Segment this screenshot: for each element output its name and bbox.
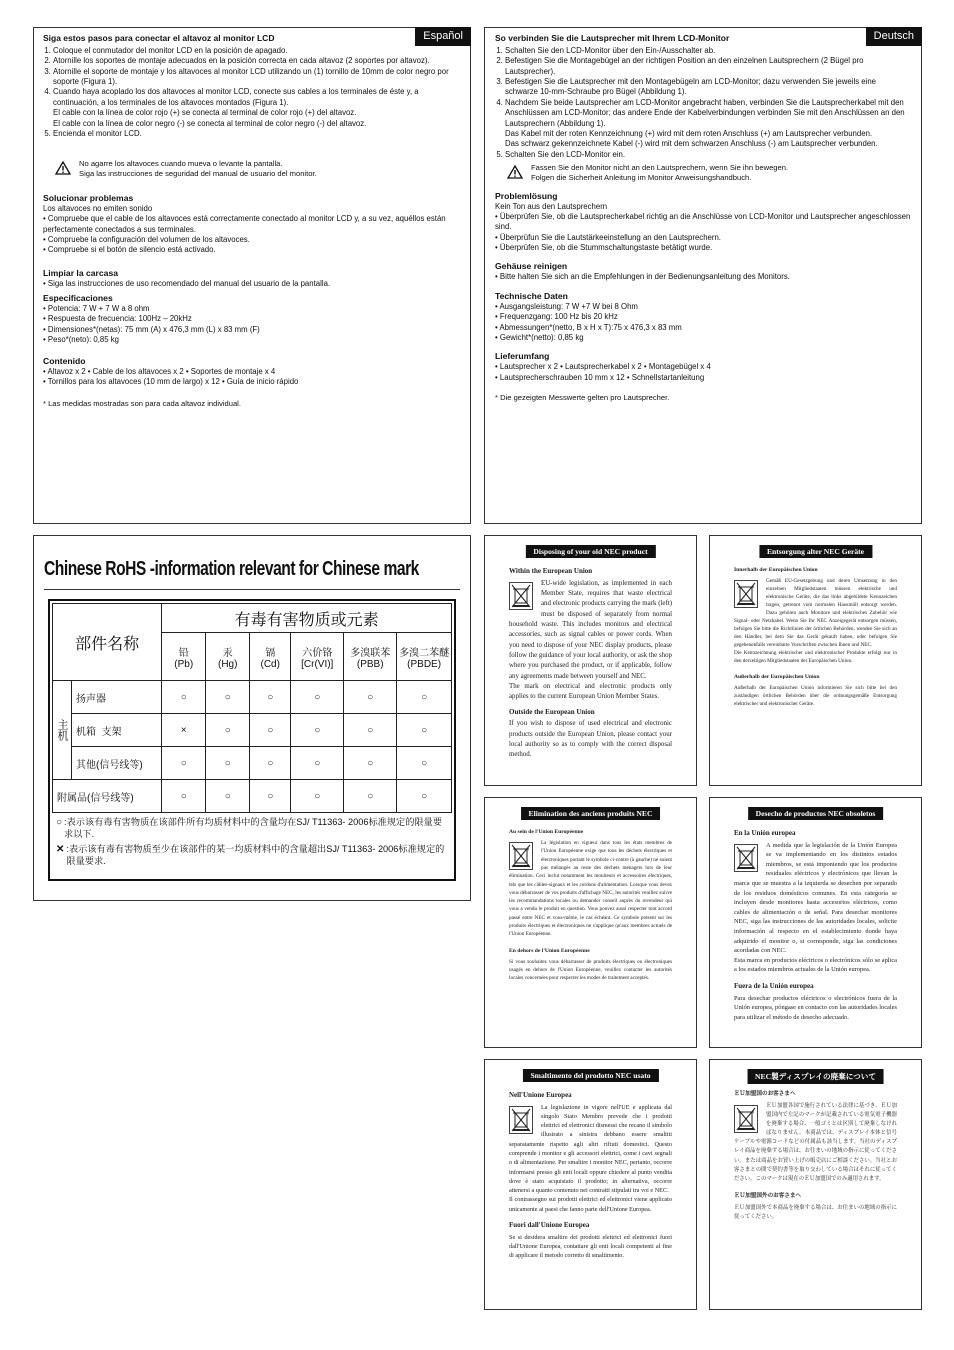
specifications-title: Technische Daten [495, 290, 568, 301]
substance-header [162, 633, 206, 681]
weee-panel-english [484, 535, 697, 786]
chinese-rohs-panel [33, 535, 471, 901]
body-text: Il contrassegno sui prodotti elettrici ed elettronici viene applicato unicamente ai paesi che fanno parte dell'Unione Europea. [509, 1196, 672, 1213]
step-2: 2. Befestigen Sie die Montagebügel an der richtigen Position an den einzelnen Lautsprechern (2 Bügel pro Lautsprecher). [505, 56, 911, 77]
panel-title: Siga estos pasos para conectar el altavoz al monitor LCD [43, 33, 275, 43]
steps-list [43, 46, 461, 139]
substance-symbol: [Cr(VI)] [301, 658, 334, 670]
body-text: Gemäß EU-Gesetzgebung und deren Umsetzung in den einzelnen Mitgliedstaaten müssen elektrische und elektronische Geräte, die das links abgebildete Kennzeichen tragen, getrennt vom normalen Hausmüll entsorgt werden. Dazu gehören auch Monitore und elektrisches Zubehör wie Signal- oder Netzkabel. Wenn Sie Ihr NEC Anzeigegerät entsorgen müssen, befolgen Sie bitte die Richtlinien der örtlichen Behörden, wenden Sie sich an den Händler, bei dem Sie das Gerät gekauft haben, oder befolgen Sie gegebenenfalls vereinbarte Vorschriften zwischen Ihnen und NEC. [734, 577, 897, 649]
body-text: Se si desidera smaltire dei prodotti elettrici ed elettronici fuori dall'Unione Europea, contattare gli enti locali competenti al fine di applicare il metodo corretto di smaltimento. [509, 1233, 672, 1260]
warning-icon [507, 165, 523, 179]
language-tag: Deutsch [866, 27, 922, 46]
crossed-bin-icon [734, 1105, 758, 1133]
body-text: ＥＵ加盟国外で本商品を廃棄する場合は、お住まいの地域の指示に従ってください。 [734, 1204, 897, 1220]
subheading: Outside the European Union [509, 707, 595, 716]
contents-item: • Tornillos para los altavoces (10 mm de largo) x 12 • Guía de inicio rápido [43, 377, 461, 387]
contents-item: • Lautsprecherschrauben 10 mm x 12 • Schnellstartanleitung [495, 373, 911, 383]
legend-circle-text: :表示该有毒有害物质在该部件所有均质材料中的含量均在SJ/ T11363- 2006标准规定的限量要求以下. [64, 817, 442, 840]
part-name-header: 部件名称 [53, 604, 162, 681]
step-5: 5. Encienda el monitor LCD. [53, 129, 461, 139]
substance-header [250, 633, 291, 681]
troubleshooting-intro: Kein Ton aus den Lautsprechern [495, 201, 608, 211]
weee-panel-japanese [709, 1059, 922, 1310]
compliance-mark: ○ [162, 747, 206, 780]
spec-item: • Abmessungen*(netto, B x H x T):75 x 476,3 x 83 mm [495, 323, 911, 333]
spanish-instructions-panel [33, 27, 471, 524]
substance-name: 六价铬 [302, 647, 333, 659]
subheading: Fuera de la Unión europea [734, 982, 814, 991]
step-5: 5. Schalten Sie den LCD-Monitor ein. [505, 150, 911, 160]
compliance-mark: ○ [291, 780, 344, 813]
warning-line-2: Folgen die Sicherheit Anleitung im Monitor Anweisungshandbuch. [531, 172, 752, 182]
contents-title: Lieferumfang [495, 351, 550, 362]
subheading: Au sein de l'Union Européenne [509, 829, 584, 835]
troubleshooting-item: • Überprüfun Sie die Lautstärkeeinstellung an den Lautsprechern. [495, 233, 911, 243]
compliance-mark: ○ [291, 681, 344, 714]
panel-body [734, 1090, 897, 1222]
substance-symbol: (Hg) [217, 658, 238, 670]
substances-header: 有毒有害物质或元素 [162, 604, 452, 633]
rohs-title: Chinese RoHS -information relevant for Chinese mark [44, 558, 419, 580]
compliance-mark: ○ [162, 681, 206, 714]
footnote: * Las medidas mostradas son para cada altavoz individual. [43, 399, 241, 409]
step-4-red-cable: Das Kabel mit der roten Kennzeichnung (+) wird mit dem roten Anschluss (+) am Lautsprecher verbunden. [505, 128, 873, 138]
panel-heading: NEC製ディスプレイの廃棄について [747, 1069, 884, 1084]
compliance-mark: ○ [250, 780, 291, 813]
compliance-mark: ○ [291, 714, 344, 747]
compliance-mark: × [162, 714, 206, 747]
compliance-mark: ○ [344, 714, 397, 747]
step-4 [505, 98, 911, 150]
cleaning-title: Limpiar la carcasa [43, 267, 119, 278]
legend-cross-text: :表示该有毒有害物质至少在该部件的某一均质材料中的含量超出SJ/ T11363- 2006标准规定的限量要求. [66, 843, 445, 867]
compliance-mark: ○ [206, 747, 250, 780]
step-4-black-cable: Das schwarz gekennzeichnete Kabel (-) wird mit dem schwarzen Anschluss (-) am Lautsprecher verbunden. [505, 139, 878, 149]
panel-body [734, 828, 897, 1022]
spec-item: • Gewicht*(netto): 0,85 kg [495, 333, 911, 343]
panel-heading: Desecho de productos NEC obsoletos [748, 807, 884, 820]
substance-symbol: (PBDE) [407, 658, 442, 670]
step-1: 1. Schalten Sie den LCD-Monitor über den Ein-/Ausschalter ab. [505, 46, 911, 56]
subheading: ＥＵ加盟国外のお客さまへ [734, 1193, 802, 1200]
panel-body [734, 566, 897, 708]
weee-panel-french [484, 797, 697, 1048]
compliance-mark: ○ [397, 681, 452, 714]
substance-header [397, 633, 452, 681]
substance-name: 汞 [222, 647, 233, 659]
warning-block [507, 163, 911, 183]
german-instructions-panel [484, 27, 922, 524]
panel-heading: Smaltimento del prodotto NEC usato [522, 1069, 658, 1082]
warning-line-1: No agarre los altavoces cuando mueva o levante la pantalla. [79, 159, 283, 169]
compliance-mark: ○ [344, 681, 397, 714]
step-4 [53, 87, 461, 128]
compliance-mark: ○ [250, 714, 291, 747]
cleaning-item: • Bitte halten Sie sich an die Empfehlungen in der Bedienungsanleitung des Monitors. [495, 272, 911, 282]
subheading: Innerhalb der Europäischen Union [734, 567, 818, 573]
warning-line-1: Fassen Sie den Monitor nicht an den Lautsprechern, wenn Sie ihn bewegen. [531, 162, 789, 172]
subheading: Nell'Unione Europea [509, 1091, 572, 1099]
spec-item: • Peso*(neto): 0,85 kg [43, 335, 461, 345]
warning-icon [55, 161, 71, 175]
compliance-mark: ○ [206, 714, 250, 747]
cross-mark-icon: ✕ [56, 843, 65, 855]
step-4-text: Nachdem Sie beide Lautsprecher am LCD-Monitor angebracht haben, verbinden Sie die Lautsprecherkabel mit den Anschlüssen am LCD-Monitor; das andere Ende der Kabelverbindungen verbinden Sie mit den Anschlüssen an den Lautsprechern (Abbildung 1). [505, 97, 905, 128]
substance-symbol: (Cd) [260, 658, 280, 670]
troubleshooting-title: Solucionar problemas [43, 192, 134, 203]
subheading: Außerhalb der Europäischen Union [734, 674, 820, 681]
body-text: ＥＵ加盟各国で施行されている法律に基づき、ＥＵ加盟国内で左記のマークが記載されている電気電子機器を廃棄する場合、一般ゴミとは区別して廃棄しなければなりません。本商品では、ディスプレイ本体と信号ケーブルや電源コードなどの付属品も該当します。当社のディスプレイ商品を廃棄する場合は、お住まいの地域の指示に従ってください。または商品をお買い上げの販売店にご相談ください。当社とお客さまとの間で契約書等を取り交わしている場合はそれに従ってください。このマークは現在のＥＵ加盟国でのみ適用されます。 [734, 1102, 897, 1182]
legend [56, 816, 448, 868]
compliance-mark: ○ [397, 747, 452, 780]
main-unit-group-label: 主机 [53, 681, 72, 780]
step-4-text: Cuando haya acoplado los dos altavoces al monitor LCD, conecte sus cables a los terminales de éste y, a continuación, a los terminales de los altavoces montados (Figura 1). [53, 87, 419, 107]
body-text: Si vous souhaitez vous débarrasser de produits électriques ou électroniques usagés en dehors de l'Union Européenne, veuillez contacter les autorités locales concernées pour respecter les modes de traitement acceptés. [509, 958, 672, 982]
rohs-table-frame [48, 599, 456, 881]
body-text: La législation en vigueur dans tous les états membres de l'Union Européenne exige que tous les déchets électriques et électroniques portant le symbole ci-contre (à gauche) ne soient pas mélangés au reste des déchets ménagers lors de leur élimination. Ceci inclut notamment les moniteurs et accessoires électriques, tels que les câbles-signaux et les cordons d'alimentation. Lorsque vous devez vous débarrasser de vos produits d'affichage NEC, les autorités veuillez suivre les recommandations locales ou demander conseil auprès du revendeur qui vous a vendu le produit en question. Vous pouvez aussi respecter tout accord passé entre NEC et vous-même, le cas échéant. Ce symbole présent sur les produits électriques et électroniques ne s'applique qu'aux membres actuels de l'Union Européenne. [509, 839, 672, 938]
compliance-mark: ○ [206, 681, 250, 714]
compliance-mark: ○ [344, 780, 397, 813]
substance-header [344, 633, 397, 681]
body-text: Para desechar productos eléctricos o electrónicos fuera de la Unión europea, póngase en contacto con las autoridades locales para utilizar el método de desecho adecuado. [734, 994, 897, 1021]
crossed-bin-icon [734, 580, 758, 608]
subheading: En dehors de l'Union Européenne [509, 947, 590, 954]
body-text: EU-wide legislation, as implemented in each Member State, requires that waste electrical and electronic products carrying the mark (left) must be disposed of separately from normal household waste. This includes monitors and electrical accessories, such as signal cables or power cords. When you need to dispose of your NEC display products, please follow the guidance of your local authority, or ask the shop where you purchased the product, or if applicable, follow any agreements made between yourself and NEC. [509, 579, 672, 680]
step-4-red-cable: El cable con la línea de color rojo (+) se conecta al terminal de color rojo (+) del altavoz. [53, 108, 357, 118]
troubleshooting-item: • Überprüfen Sie, ob die Stummschaltungstaste betätigt wurde. [495, 243, 911, 253]
steps-list [495, 46, 911, 160]
substance-symbol: (PBB) [356, 658, 384, 670]
accessories-name: 附属品(信号线等) [53, 780, 162, 813]
substance-name: 铅 [178, 647, 189, 659]
troubleshooting-item: • Compruebe la configuración del volumen de los altavoces. [43, 235, 461, 245]
title-divider [44, 589, 460, 590]
warning-block [55, 159, 461, 179]
step-2: 2. Atornille los soportes de montaje adecuados en la posición correcta en cada altavoz (2 soportes por altavoz). [53, 56, 461, 66]
component-name: 扬声器 [72, 681, 162, 714]
body-text: La legislazione in vigore nell'UE e applicata dal singolo Stato Membro prevede che i prodotti elettrici ed elettronici dismessi che recano il simbolo illustrato a sinistra debbano essere smaltiti separatamente rispetto agli altri rifiuti domestici. Questo comprende i monitor e gli accessori elettrici, come i cavi segnali o di alimentazione. Per smaltire i monitor NEC, pertanto, occorre informarsi presso gli enti locali oppure chiedere al punto vendita dove è stato acquistato il prodotto; in alternativa, occorre attenersi a quanto contenuto nei contratti stipulati tra voi e NEC. [509, 1103, 672, 1195]
body-text: Esta marca en productos eléctricos o electrónicos sólo se aplica a los estados miembros actuales de la Unión europea. [734, 956, 897, 974]
specifications-title: Especificaciones [43, 293, 113, 304]
troubleshooting-item: • Überprüfen Sie, ob die Lautsprecherkabel richtig an die Anschlüsse von LCD-Monitor und Lautsprecher angeschlossen sind. [495, 212, 911, 233]
substance-name: 镉 [265, 647, 276, 659]
troubleshooting-item: • Compruebe que el cable de los altavoces está correctamente conectado al monitor LCD y, a su vez, aquéllos están perfectamente conectados a sus terminales. [43, 214, 461, 235]
subheading: Within the European Union [509, 567, 593, 575]
compliance-mark: ○ [397, 714, 452, 747]
component-name: 机箱 支架 [72, 714, 162, 747]
crossed-bin-icon [509, 1106, 533, 1134]
body-text: Die Kennzeichnung elektrischer und elektronischer Produkte erfolgt nur in den derzeitigen Mitgliedstaaten der Europäischen Union. [734, 650, 897, 665]
cleaning-title: Gehäuse reinigen [495, 261, 568, 272]
compliance-mark: ○ [250, 747, 291, 780]
cleaning-item: • Siga las instrucciones de uso recomendado del manual del usuario de la pantalla. [43, 279, 461, 289]
troubleshooting-title: Problemlösung [495, 190, 558, 201]
contents-title: Contenido [43, 355, 86, 366]
compliance-mark: ○ [206, 780, 250, 813]
substance-symbol: (Pb) [174, 658, 194, 670]
panel-heading: Disposing of your old NEC product [525, 545, 655, 558]
crossed-bin-icon [734, 844, 758, 872]
step-1: 1. Coloque el conmutador del monitor LCD en la posición de apagado. [53, 46, 461, 56]
step-3: 3. Atornille el soporte de montaje y los altavoces al monitor LCD utilizando un (1) tornillo de 10mm de color negro por soporte (Figura 1). [53, 67, 461, 88]
panel-body [509, 566, 672, 761]
weee-panel-spanish [709, 797, 922, 1048]
subheading: En la Unión europea [734, 829, 796, 837]
compliance-mark: ○ [291, 747, 344, 780]
spec-item: • Frequenzgang: 100 Hz bis 20 kHz [495, 312, 911, 322]
step-3: 3. Befestigen Sie die Lautsprecher mit den Montagebügeln am LCD-Monitor; dazu verwenden Sie jeweils eine schwarze 10-mm-Schraube pro Bügel (Abbildung 1). [505, 77, 911, 98]
panel-title: So verbinden Sie die Lautsprecher mit Ihrem LCD-Monitor [495, 33, 730, 43]
body-text: A medida que la legislación de la Unión Europea se va implementando en los distintos estados miembros, se está imponiendo que los productos residuales eléctricos y electrónicos que llevan la marca que se muestra a la izquierda se desechen por separado de los residuos domésticos comunes. En esta categoría se incluyen desde monitores hasta accesorios eléctricos, como cables de alimentación o de señal. Para desechar monitores NEC, siga las instrucciones de las autoridades locales, solicite información al respecto en el establecimiento donde haya adquirido el monitor o, si corresponde, siga las condiciones acordadas con NEC. [734, 841, 897, 955]
panel-heading: Elimination des anciens produits NEC [521, 807, 661, 820]
warning-line-2: Siga las instrucciones de seguridad del manual de usuario del monitor. [79, 169, 317, 179]
hazardous-substances-table [52, 603, 452, 813]
troubleshooting-item: • Compruebe si el botón de silencio está activado. [43, 245, 461, 255]
contents-item: • Lautsprecher x 2 • Lautsprecherkabel x 2 • Montagebügel x 4 [495, 362, 911, 372]
body-text: Außerhalb der Europäischen Union informieren Sie sich bitte bei den zuständigen örtlichen Behörden über die ordnungsgemäße Entsorgung elektrischer und elektronischer Geräte. [734, 685, 897, 708]
weee-panel-german [709, 535, 922, 786]
panel-heading: Entsorgung alter NEC Geräte [759, 545, 872, 558]
body-text: If you wish to dispose of used electrical and electronic products outside the European Union, please contact your local authority so as to comply with the correct disposal method. [509, 720, 672, 759]
spec-item: • Dimensiones*(netas): 75 mm (A) x 476,3 mm (L) x 83 mm (F) [43, 325, 461, 335]
crossed-bin-icon [509, 842, 533, 870]
substance-name: 多溴联苯 [350, 647, 391, 659]
compliance-mark: ○ [162, 780, 206, 813]
spec-item: • Potencia: 7 W + 7 W a 8 ohm [43, 304, 461, 314]
compliance-mark: ○ [250, 681, 291, 714]
body-text: The mark on electrical and electronic products only applies to the current European Union Member States. [509, 683, 672, 701]
component-name: 其他(信号线等) [72, 747, 162, 780]
footnote: * Die gezeigten Messwerte gelten pro Lautsprecher. [495, 392, 670, 402]
circle-mark-icon: ○ [56, 817, 63, 828]
compliance-mark: ○ [344, 747, 397, 780]
contents-item: • Altavoz x 2 • Cable de los altavoces x 2 • Soportes de montaje x 4 [43, 367, 461, 377]
spec-item: • Respuesta de frecuencia: 100Hz – 20kHz [43, 314, 461, 324]
panel-body [509, 828, 672, 983]
spec-item: • Ausgangsleistung: 7 W +7 W bei 8 Ohm [495, 302, 911, 312]
compliance-mark: ○ [397, 780, 452, 813]
panel-body [509, 1090, 672, 1260]
substance-header [291, 633, 344, 681]
language-tag: Español [415, 27, 471, 46]
subheading: Fuori dall'Unione Europea [509, 1221, 590, 1230]
subheading: ＥＵ加盟国のお客さまへ [734, 1091, 796, 1097]
substance-name: 多溴二苯醚 [399, 647, 450, 659]
substance-header [206, 633, 250, 681]
troubleshooting-intro: Los altavoces no emiten sonido [43, 203, 153, 213]
crossed-bin-icon [509, 582, 533, 610]
step-4-black-cable: El cable con la línea de color negro (-) se conecta al terminal de color negro (-) del altavoz. [53, 118, 367, 128]
weee-panel-italian [484, 1059, 697, 1310]
